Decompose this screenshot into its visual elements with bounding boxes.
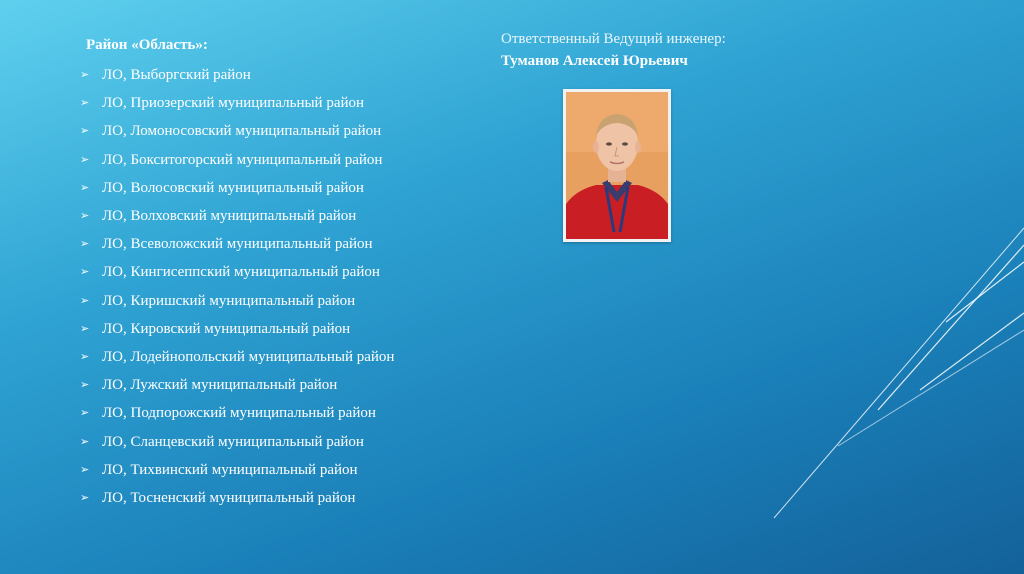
arrow-bullet-icon: ➢ <box>80 266 90 279</box>
arrow-bullet-icon: ➢ <box>80 379 90 392</box>
list-item: ➢ ЛО, Лодейнопольский муниципальный район <box>80 343 394 371</box>
arrow-bullet-icon: ➢ <box>80 294 90 307</box>
arrow-bullet-icon: ➢ <box>80 125 90 138</box>
arrow-bullet-icon: ➢ <box>80 491 90 504</box>
list-item: ➢ ЛО, Волосовский муниципальный район <box>80 174 394 202</box>
responsible-name: Туманов Алексей Юрьевич <box>501 53 688 69</box>
arrow-bullet-icon: ➢ <box>80 97 90 110</box>
list-item: ➢ ЛО, Тихвинский муниципальный район <box>80 456 394 484</box>
list-heading: Район «Область»: <box>86 37 208 53</box>
arrow-bullet-icon: ➢ <box>80 69 90 82</box>
arrow-bullet-icon: ➢ <box>80 350 90 363</box>
engineer-photo <box>563 89 671 242</box>
arrow-bullet-icon: ➢ <box>80 463 90 476</box>
arrow-bullet-icon: ➢ <box>80 181 90 194</box>
arrow-bullet-icon: ➢ <box>80 238 90 251</box>
list-item: ➢ ЛО, Тосненский муниципальный район <box>80 484 394 512</box>
portrait-image <box>566 92 668 239</box>
list-item: ➢ ЛО, Киришский муниципальный район <box>80 287 394 315</box>
list-item: ➢ ЛО, Всеволожский муниципальный район <box>80 230 394 258</box>
district-list <box>80 61 394 512</box>
list-item: ➢ ЛО, Выборгский район <box>80 61 394 89</box>
arrow-bullet-icon: ➢ <box>80 210 90 223</box>
responsible-block <box>501 28 726 72</box>
list-item: ➢ ЛО, Кировский муниципальный район <box>80 315 394 343</box>
list-item: ➢ ЛО, Подпорожский муниципальный район <box>80 399 394 427</box>
list-item: ➢ ЛО, Бокситогорский муниципальный район <box>80 146 394 174</box>
list-item: ➢ ЛО, Кингисеппский муниципальный район <box>80 258 394 286</box>
arrow-bullet-icon: ➢ <box>80 435 90 448</box>
list-item: ➢ ЛО, Приозерский муниципальный район <box>80 89 394 117</box>
arrow-bullet-icon: ➢ <box>80 322 90 335</box>
arrow-bullet-icon: ➢ <box>80 407 90 420</box>
list-item: ➢ ЛО, Лужский муниципальный район <box>80 371 394 399</box>
list-item: ➢ ЛО, Ломоносовский муниципальный район <box>80 117 394 145</box>
list-item: ➢ ЛО, Волховский муниципальный район <box>80 202 394 230</box>
responsible-role: Ответственный Ведущий инженер: <box>501 31 726 47</box>
arrow-bullet-icon: ➢ <box>80 153 90 166</box>
list-item: ➢ ЛО, Сланцевский муниципальный район <box>80 427 394 455</box>
